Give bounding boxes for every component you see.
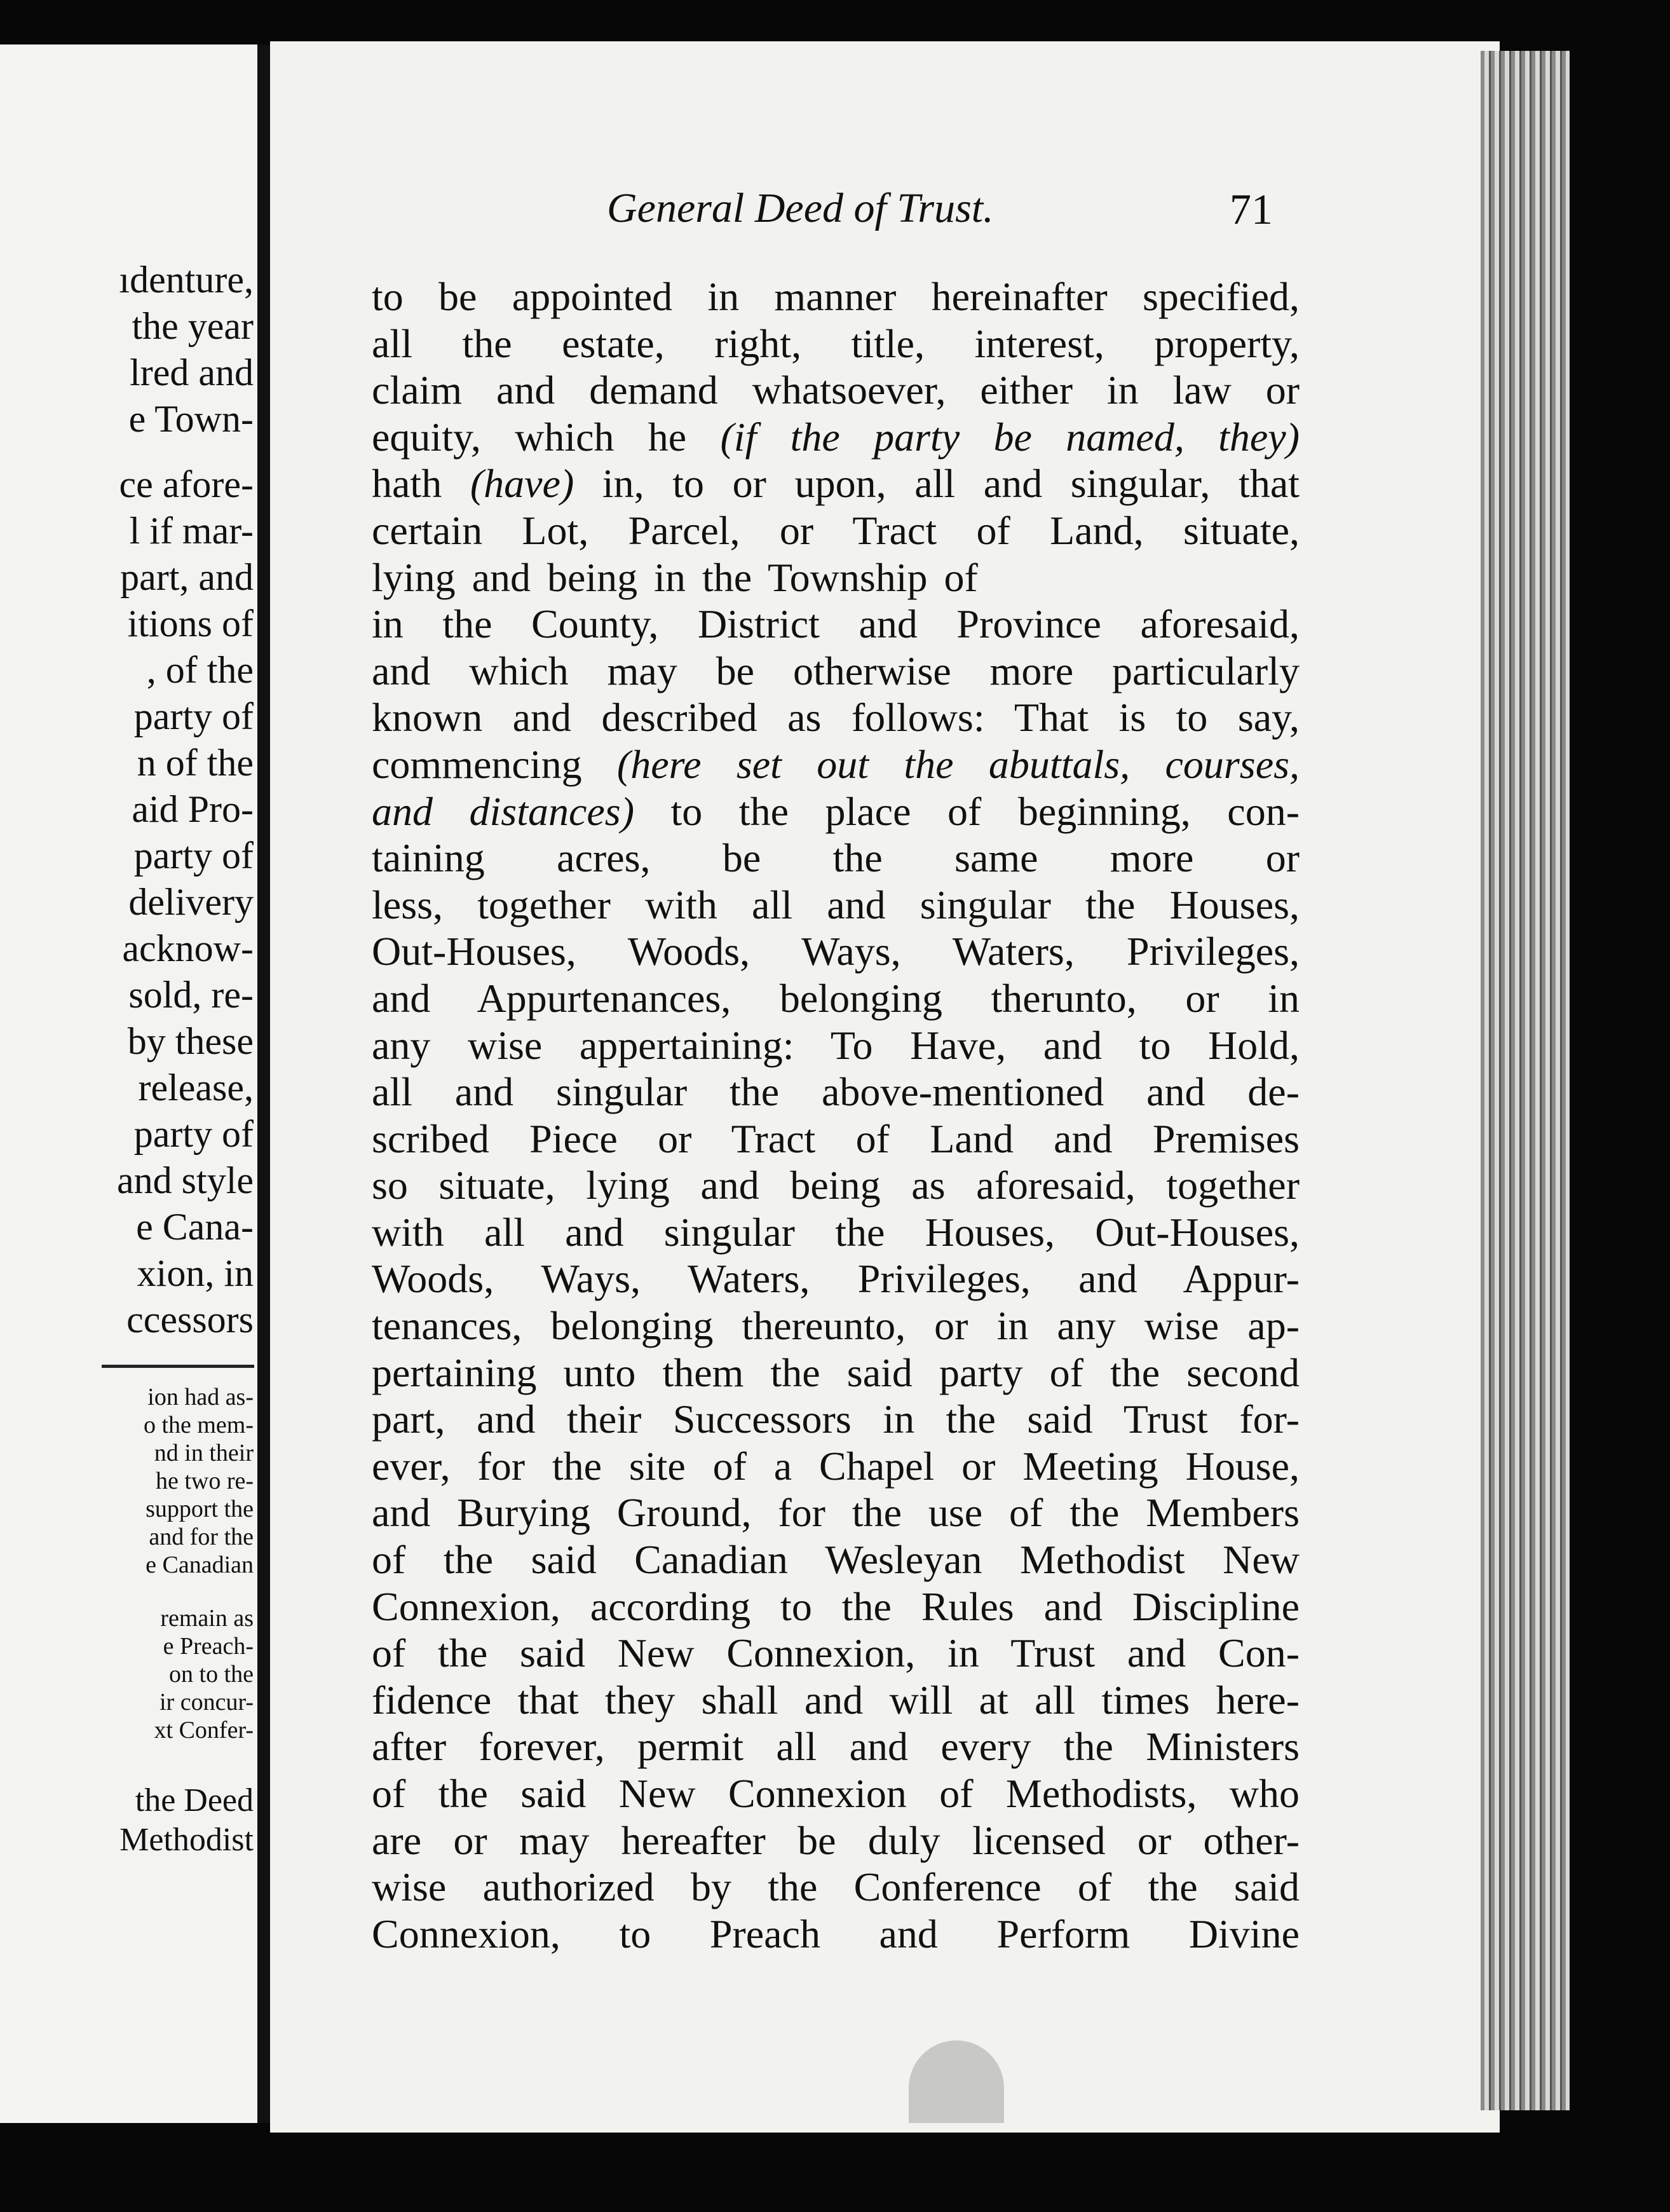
left-text-line: e Town- bbox=[128, 398, 254, 440]
left-note-line: and for the bbox=[149, 1524, 254, 1550]
left-note-line: ir concur- bbox=[160, 1689, 254, 1716]
left-note-line: e Preach- bbox=[163, 1633, 254, 1660]
text-line bbox=[372, 1723, 1300, 1770]
text-line bbox=[372, 367, 1300, 414]
text-run: taining acres, be the same more or bbox=[372, 835, 1300, 881]
text-run: in the County, District and Province aforesaid, bbox=[372, 601, 1300, 647]
text-line bbox=[372, 554, 1300, 601]
left-page bbox=[0, 44, 257, 2123]
text-run: in, to or upon, all and singular, that bbox=[574, 461, 1300, 507]
text-line bbox=[372, 648, 1300, 695]
text-line bbox=[372, 460, 1300, 507]
left-note-line: remain as bbox=[160, 1605, 254, 1632]
left-text-line: e Cana- bbox=[136, 1206, 254, 1248]
text-line bbox=[372, 1489, 1300, 1536]
text-run: so situate, lying and being as aforesaid, together bbox=[372, 1163, 1300, 1208]
left-text-line: delivery bbox=[128, 881, 254, 923]
left-text-line: n of the bbox=[137, 742, 254, 784]
left-text-line: itions of bbox=[127, 603, 254, 645]
left-note-line: on to the bbox=[169, 1661, 254, 1688]
left-text-line: lred and bbox=[130, 352, 254, 393]
text-run: wise authorized by the Conference of the said bbox=[372, 1864, 1300, 1910]
text-line bbox=[372, 1630, 1300, 1677]
text-run: scribed Piece or Tract of Land and Premises bbox=[372, 1116, 1300, 1161]
text-run: to the place of beginning, con- bbox=[634, 788, 1300, 834]
italic-phrase: (if the party be named, they) bbox=[720, 414, 1300, 460]
text-line bbox=[372, 507, 1300, 554]
text-line bbox=[372, 1162, 1300, 1209]
left-note-line: ion had as- bbox=[147, 1384, 254, 1410]
text-run: part, and their Successors in the said Trust for- bbox=[372, 1396, 1300, 1442]
text-run: pertaining unto them the said party of the second bbox=[372, 1349, 1300, 1395]
left-text-line: ce afore- bbox=[119, 463, 254, 505]
text-run: after forever, permit all and every the Ministers bbox=[372, 1724, 1300, 1770]
text-run: less, together with all and singular the Houses, bbox=[372, 882, 1300, 927]
left-text-line: xion, in bbox=[137, 1252, 254, 1294]
text-line bbox=[372, 882, 1300, 929]
left-text-line: l if mar- bbox=[129, 510, 254, 552]
left-text-line: part, and bbox=[120, 556, 254, 598]
running-header: General Deed of Trust. bbox=[607, 185, 994, 231]
left-note-line: o the mem- bbox=[143, 1412, 254, 1438]
text-line bbox=[372, 1443, 1300, 1490]
text-line bbox=[372, 1022, 1300, 1069]
left-text-line: aid Pro- bbox=[132, 788, 254, 830]
left-text-line: Methodist bbox=[119, 1822, 254, 1858]
text-line bbox=[372, 1302, 1300, 1349]
text-line bbox=[372, 1911, 1300, 1958]
text-line bbox=[372, 1255, 1300, 1302]
left-text-line: party of bbox=[133, 695, 254, 737]
left-text-line: acknow- bbox=[122, 927, 254, 969]
text-run: and Burying Ground, for the use of the Members bbox=[372, 1490, 1300, 1536]
footnote-rule bbox=[102, 1365, 254, 1368]
text-run: to be appointed in manner hereinafter specified, bbox=[372, 274, 1300, 319]
text-run: lying and being in the Township of bbox=[372, 554, 978, 600]
text-line bbox=[372, 320, 1300, 367]
text-line bbox=[372, 788, 1300, 835]
text-line bbox=[372, 601, 1300, 648]
text-run: Connexion, according to the Rules and Discipline bbox=[372, 1583, 1300, 1629]
text-line bbox=[372, 1536, 1300, 1583]
book-gutter bbox=[257, 44, 270, 2123]
left-text-line: party of bbox=[133, 835, 254, 877]
text-run: equity, which he bbox=[372, 414, 721, 460]
text-run: tenances, belonging thereunto, or in any wise ap- bbox=[372, 1303, 1300, 1349]
left-note-line: nd in their bbox=[154, 1440, 254, 1466]
page-edges bbox=[1481, 51, 1570, 2110]
text-run: Connexion, to Preach and Perform Divine bbox=[372, 1911, 1300, 1956]
text-run: are or may hereafter be duly licensed or other- bbox=[372, 1817, 1300, 1863]
text-run: certain Lot, Parcel, or Tract of Land, situate, bbox=[372, 507, 1300, 553]
text-run: known and described as follows: That is to say, bbox=[372, 695, 1300, 741]
text-line bbox=[372, 1209, 1300, 1256]
text-line bbox=[372, 1116, 1300, 1163]
body-text bbox=[372, 273, 1300, 1957]
text-run: and Appurtenances, belonging therunto, or in bbox=[372, 975, 1300, 1021]
text-run: of the said New Connexion, in Trust and Con- bbox=[372, 1630, 1300, 1676]
text-line bbox=[372, 1583, 1300, 1630]
text-line bbox=[372, 1349, 1300, 1396]
text-run: of the said New Connexion of Methodists, who bbox=[372, 1771, 1300, 1816]
text-run: hath bbox=[372, 461, 470, 507]
italic-phrase: and distances) bbox=[372, 788, 635, 834]
italic-phrase: (have) bbox=[470, 461, 574, 507]
text-run: Woods, Ways, Waters, Privileges, and Appur- bbox=[372, 1256, 1300, 1302]
left-text-line: ccessors bbox=[126, 1299, 254, 1341]
text-line bbox=[372, 1817, 1300, 1864]
left-text-line: party of bbox=[133, 1113, 254, 1155]
left-note-line: he two re- bbox=[155, 1468, 254, 1494]
text-run: commencing bbox=[372, 741, 617, 787]
text-run: fidence that they shall and will at all times here- bbox=[372, 1677, 1300, 1723]
text-line bbox=[372, 273, 1300, 320]
left-note-line: support the bbox=[146, 1496, 254, 1522]
text-line bbox=[372, 414, 1300, 461]
text-run: all and singular the above-mentioned and de- bbox=[372, 1069, 1300, 1115]
italic-phrase: (here set out the abuttals, courses, bbox=[616, 741, 1300, 787]
text-run: Out-Houses, Woods, Ways, Waters, Privileges, bbox=[372, 929, 1300, 974]
text-line bbox=[372, 1396, 1300, 1443]
text-line bbox=[372, 1864, 1300, 1911]
text-run: any wise appertaining: To Have, and to Hold, bbox=[372, 1022, 1300, 1068]
left-text-line: sold, re- bbox=[128, 974, 254, 1016]
text-line bbox=[372, 1677, 1300, 1724]
page-number: 71 bbox=[1230, 185, 1273, 233]
text-line bbox=[372, 975, 1300, 1022]
left-text-line: and style bbox=[117, 1159, 254, 1201]
text-line bbox=[372, 1068, 1300, 1116]
left-text-line: release, bbox=[138, 1067, 254, 1109]
text-run: ever, for the site of a Chapel or Meeting House, bbox=[372, 1443, 1300, 1489]
left-text-line: , of the bbox=[146, 649, 254, 691]
left-text-line: by these bbox=[127, 1020, 254, 1062]
text-run: claim and demand whatsoever, either in law or bbox=[372, 367, 1300, 413]
left-note-line: xt Confer- bbox=[154, 1717, 254, 1744]
text-line bbox=[372, 694, 1300, 741]
left-text-line: the Deed bbox=[135, 1782, 254, 1819]
left-text-line: ıdenture, bbox=[119, 259, 254, 301]
text-line bbox=[372, 835, 1300, 882]
text-run: all the estate, right, title, interest, property, bbox=[372, 320, 1300, 366]
text-run: and which may be otherwise more particularly bbox=[372, 648, 1300, 693]
left-note-line: e Canadian bbox=[146, 1552, 254, 1578]
text-run: of the said Canadian Wesleyan Methodist New bbox=[372, 1537, 1300, 1583]
text-line bbox=[372, 1770, 1300, 1817]
text-line bbox=[372, 928, 1300, 975]
text-run: with all and singular the Houses, Out-Houses, bbox=[372, 1209, 1300, 1255]
text-line bbox=[372, 741, 1300, 788]
left-text-line: the year bbox=[132, 305, 254, 347]
